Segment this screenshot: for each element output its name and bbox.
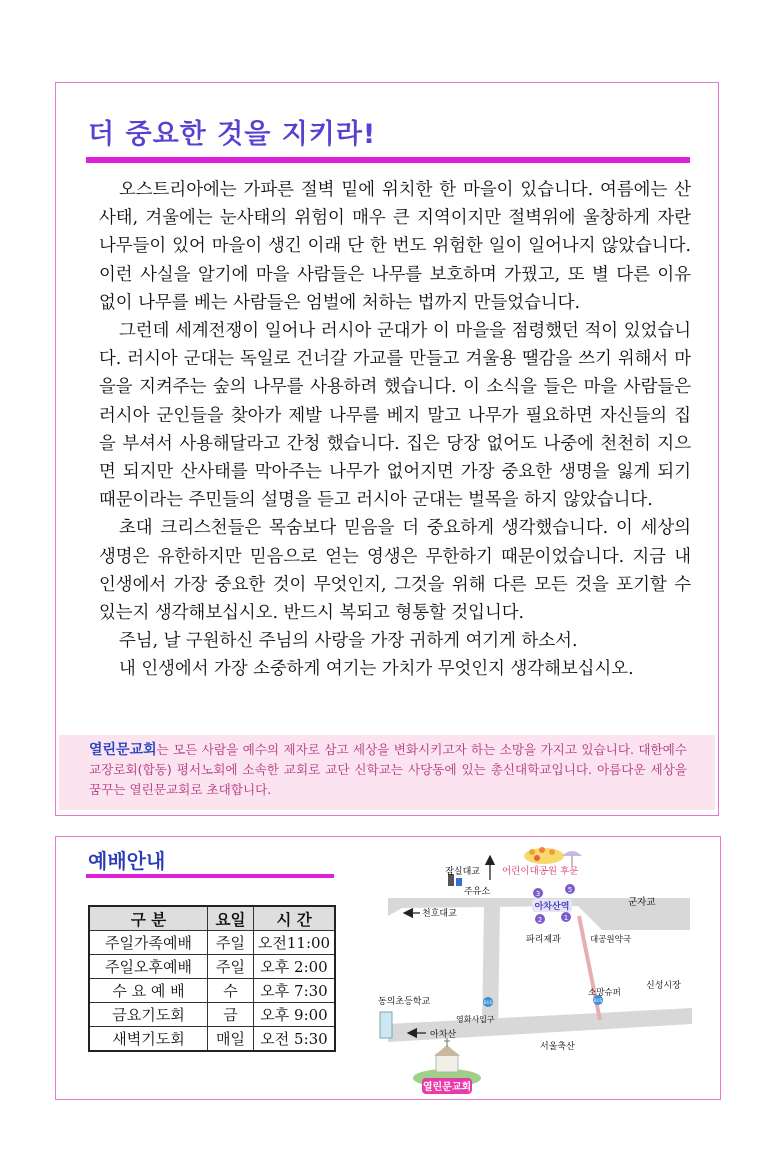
service-name: 주일가족예배	[89, 931, 208, 955]
side-road	[482, 904, 500, 1030]
prayer-line: 주님, 날 구원하신 주님의 사랑을 가장 귀하게 여기게 하소서.	[119, 631, 578, 652]
table-row	[89, 1003, 335, 1027]
svg-text:3: 3	[535, 890, 541, 898]
map-label-park: 어린이대공원 후문	[502, 866, 579, 877]
svg-text:2: 2	[537, 916, 543, 924]
service-name: 금요기도회	[89, 1003, 208, 1027]
map-label-gunja: 군자교	[628, 897, 656, 908]
worship-title: 예배안내	[88, 849, 166, 873]
article-paragraph: 초대 크리스천들은 목숨보다 믿음을 더 중요하게 생각했습니다. 이 세상의 생명은 유한하지만 믿음으로 얻는 영생은 무한하기 때문이었습니다. 지금 내 인생에서 가장 중요한 것이 무엇인지, 그것을 위해 다른 모든 것을 포기할 수 있는지 생각해보십시오. 반드시 복되고 형통할 것입니다.	[99, 518, 691, 624]
map-label-cheonho: 천호대교	[422, 909, 457, 919]
map-label-sinseong: 신성시장	[646, 981, 681, 991]
church-intro	[59, 735, 715, 810]
worship-underline	[86, 874, 334, 878]
service-time: 오후 7:30	[254, 979, 336, 1003]
header-category: 구 분	[89, 906, 208, 931]
station-label: 아차산역	[534, 902, 570, 912]
svg-text:5: 5	[567, 886, 573, 894]
svg-text:1: 1	[563, 914, 569, 922]
service-name: 새벽기도회	[89, 1027, 208, 1052]
map-label-jamsil: 잠실대교	[445, 867, 480, 877]
service-time: 오후 2:00	[254, 955, 336, 979]
map-label-paris: 파리제과	[526, 935, 561, 945]
map-label-gas: 주유소	[464, 887, 491, 897]
map-label-achasan: 아차산	[430, 1030, 457, 1040]
table-row	[89, 979, 335, 1003]
location-map	[372, 842, 708, 1098]
service-day: 금	[208, 1003, 254, 1027]
worship-schedule-table	[88, 905, 336, 1052]
map-label-somang: 소망슈퍼	[588, 988, 621, 998]
service-day: 주일	[208, 955, 254, 979]
title-underline	[86, 157, 690, 163]
park-flowers-icon	[524, 847, 582, 866]
service-time: 오전 5:30	[254, 1027, 336, 1052]
map-label-seoul: 서울축산	[540, 1042, 575, 1052]
article-body	[99, 176, 691, 684]
service-time: 오전11:00	[254, 931, 336, 955]
service-name: 주일오후예배	[89, 955, 208, 979]
church-badge-label: 열린문교회	[422, 1082, 472, 1093]
service-day: 매일	[208, 1027, 254, 1052]
table-header-row	[89, 906, 335, 931]
service-name: 수 요 예 배	[89, 979, 208, 1003]
table-row	[89, 931, 335, 955]
header-time: 시 간	[254, 906, 336, 931]
svg-text:BUS: BUS	[483, 1000, 493, 1005]
header-day: 요일	[208, 906, 254, 931]
article-paragraph: 오스트리아에는 가파른 절벽 밑에 위치한 한 마을이 있습니다. 여름에는 산사태, 겨울에는 눈사태의 위험이 매우 큰 지역이지만 절벽위에 울창하게 자란 나무들이 있어 마을이 생긴 이래 단 한 번도 위험한 일이 일어나지 않았습니다. 이런 사실을 알기에 마을 사람들은 나무를 보호하며 가꿨고, 또 별 다른 이유 없이 나무를 베는 사람들은 엄벌에 처하는 법까지 만들었습니다.	[99, 180, 691, 313]
service-day: 수	[208, 979, 254, 1003]
map-label-school: 동의초등학교	[378, 997, 431, 1007]
map-label-pharmacy: 대공원약국	[590, 935, 632, 945]
church-intro-text: 는 모든 사람을 예수의 제자로 삼고 세상을 변화시키고자 하는 소망을 가지고 있습니다. 대한예수교장로회(합동) 평서노회에 소속한 교회로 교단 신학교는 사당동에 있는 총신대학교입니다. 아름다운 세상을 꿈꾸는 열린문교회로 초대합니다.	[89, 742, 687, 797]
svg-text:BUS: BUS	[593, 998, 603, 1003]
reflection-line: 내 인생에서 가장 소중하게 여기는 가치가 무엇인지 생각해보십시오.	[119, 659, 634, 680]
school-building	[380, 1012, 392, 1038]
table-row	[89, 955, 335, 979]
service-time: 오후 9:00	[254, 1003, 336, 1027]
article-title: 더 중요한 것을 지키라!	[88, 119, 377, 150]
table-row	[89, 1027, 335, 1052]
church-name: 열린문교회	[89, 742, 157, 758]
article-paragraph: 그런데 세계전쟁이 일어나 러시아 군대가 이 마을을 점령했던 적이 있었습니다. 러시아 군대는 독일로 건너갈 가교를 만들고 겨울용 땔감을 쓰기 위해서 마을을 지켜주는 숲의 나무를 사용하려 했습니다. 이 소식을 들은 마을 사람들은 러시아 군인들을 찾아가 제발 나무를 베지 말고 나무가 필요하면 자신들의 집을 부셔서 사용해달라고 간청 했습니다. 집은 당장 없어도 나중에 천천히 지으면 되지만 산사태를 막아주는 나무가 없어지면 가장 중요한 생명을 잃게 되기 때문이라는 주민들의 설명을 듣고 러시아 군대는 벌목을 하지 않았습니다.	[99, 321, 691, 511]
map-label-yeonghwa: 영화사입구	[456, 1015, 495, 1024]
service-day: 주일	[208, 931, 254, 955]
